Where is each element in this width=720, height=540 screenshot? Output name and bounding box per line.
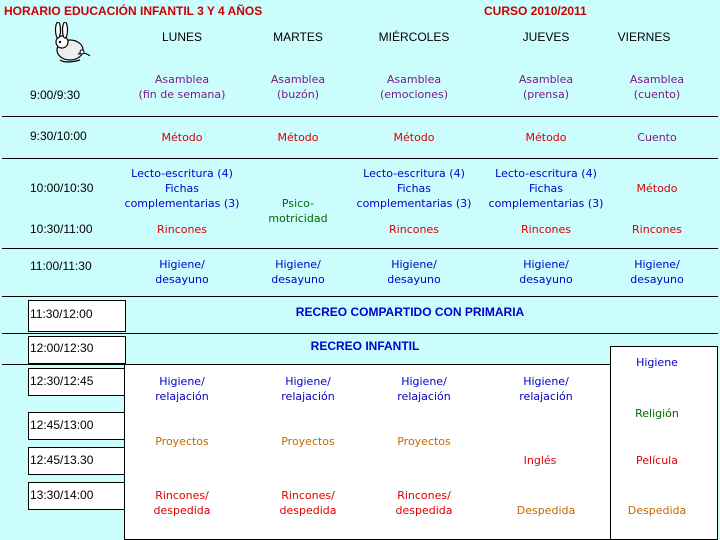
cell-martes-proyectos: Proyectos xyxy=(281,435,335,448)
cell-jueves-rincones: Rincones xyxy=(521,223,571,236)
cell-miercoles-rincones: Rincones xyxy=(389,223,439,236)
cell-viernes-rincones: Rincones xyxy=(632,223,682,236)
cell-lunes-metodo: Método xyxy=(161,131,203,144)
course-year: CURSO 2010/2011 xyxy=(484,4,587,18)
cell-martes-asamblea: Asamblea (buzón) xyxy=(270,73,326,101)
rabbit-icon xyxy=(48,22,94,70)
cell-martes-higiene: Higiene/ desayuno xyxy=(271,258,325,286)
cell-miercoles-proyectos: Proyectos xyxy=(397,435,451,448)
cell-jueves-metodo: Método xyxy=(525,131,567,144)
cell-martes-metodo: Método xyxy=(277,131,319,144)
cell-viernes-religion: Religión xyxy=(635,407,679,420)
time-label: 12:00/12:30 xyxy=(30,341,94,355)
cell-viernes-pelicula: Película xyxy=(636,454,678,467)
row-divider xyxy=(2,158,718,159)
time-label: 13:30/14:00 xyxy=(30,488,94,502)
time-label: 10:30/11:00 xyxy=(30,222,93,236)
time-label: 10:00/10:30 xyxy=(30,181,94,195)
day-header-jueves: JUEVES xyxy=(522,30,570,44)
cell-miercoles-rincones-despedida: Rincones/ despedida xyxy=(395,489,453,517)
cell-miercoles-higiene-relajacion: Higiene/ relajación xyxy=(397,375,451,403)
time-label: 12:30/12:45 xyxy=(30,374,94,388)
day-header-viernes: VIERNES xyxy=(617,30,671,44)
day-header-miercoles: MIÉRCOLES xyxy=(378,30,450,44)
recreo-primaria: RECREO COMPARTIDO CON PRIMARIA xyxy=(295,305,525,319)
cell-jueves-despedida: Despedida xyxy=(516,504,576,517)
time-label: 9:00/9:30 xyxy=(30,88,81,102)
day-header-lunes: LUNES xyxy=(161,30,203,44)
cell-jueves-ingles: Inglés xyxy=(523,454,557,467)
cell-jueves-higiene: Higiene/ desayuno xyxy=(519,258,573,286)
cell-jueves-lecto: Lecto-escritura (4) Fichas complementarias (3) xyxy=(488,167,604,210)
time-label: 9:30/10:00 xyxy=(30,129,87,143)
cell-martes-psicomotricidad: Psico- motricidad xyxy=(268,197,328,225)
cell-lunes-proyectos: Proyectos xyxy=(155,435,209,448)
cell-viernes-higiene: Higiene xyxy=(636,356,678,369)
cell-miercoles-higiene: Higiene/ desayuno xyxy=(387,258,441,286)
recreo-infantil: RECREO INFANTIL xyxy=(310,339,420,353)
time-label: 11:00/11:30 xyxy=(30,259,92,273)
row-divider xyxy=(2,116,718,117)
cell-lunes-higiene-relajacion: Higiene/ relajación xyxy=(155,375,209,403)
schedule-title: HORARIO EDUCACIÓN INFANTIL 3 Y 4 AÑOS xyxy=(4,4,263,18)
cell-miercoles-lecto: Lecto-escritura (4) Fichas complementarias (3) xyxy=(356,167,472,210)
cell-viernes-higiene: Higiene/ desayuno xyxy=(630,258,684,286)
day-header-martes: MARTES xyxy=(273,30,323,44)
cell-miercoles-asamblea: Asamblea (emociones) xyxy=(379,73,449,101)
cell-jueves-higiene-relajacion: Higiene/ relajación xyxy=(519,375,573,403)
row-divider xyxy=(2,296,718,297)
row-divider xyxy=(2,333,718,334)
time-label: 12:45/13.30 xyxy=(30,453,94,467)
cell-miercoles-metodo: Método xyxy=(393,131,435,144)
cell-lunes-rincones: Rincones xyxy=(157,223,207,236)
cell-martes-higiene-relajacion: Higiene/ relajación xyxy=(281,375,335,403)
cell-lunes-rincones-despedida: Rincones/ despedida xyxy=(153,489,211,517)
cell-viernes-despedida: Despedida xyxy=(627,504,687,517)
time-label: 11:30/12:00 xyxy=(30,307,93,321)
cell-jueves-asamblea: Asamblea (prensa) xyxy=(518,73,574,101)
cell-lunes-asamblea: Asamblea (fin de semana) xyxy=(138,73,226,101)
time-label: 12:45/13:00 xyxy=(30,418,94,432)
cell-lunes-higiene: Higiene/ desayuno xyxy=(155,258,209,286)
cell-lunes-lecto: Lecto-escritura (4) Fichas complementarias (3) xyxy=(124,167,240,210)
cell-viernes-metodo: Método xyxy=(636,182,678,195)
row-divider xyxy=(2,248,718,249)
cell-viernes-asamblea: Asamblea (cuento) xyxy=(629,73,685,101)
cell-viernes-cuento: Cuento xyxy=(637,131,677,144)
cell-martes-rincones-despedida: Rincones/ despedida xyxy=(279,489,337,517)
